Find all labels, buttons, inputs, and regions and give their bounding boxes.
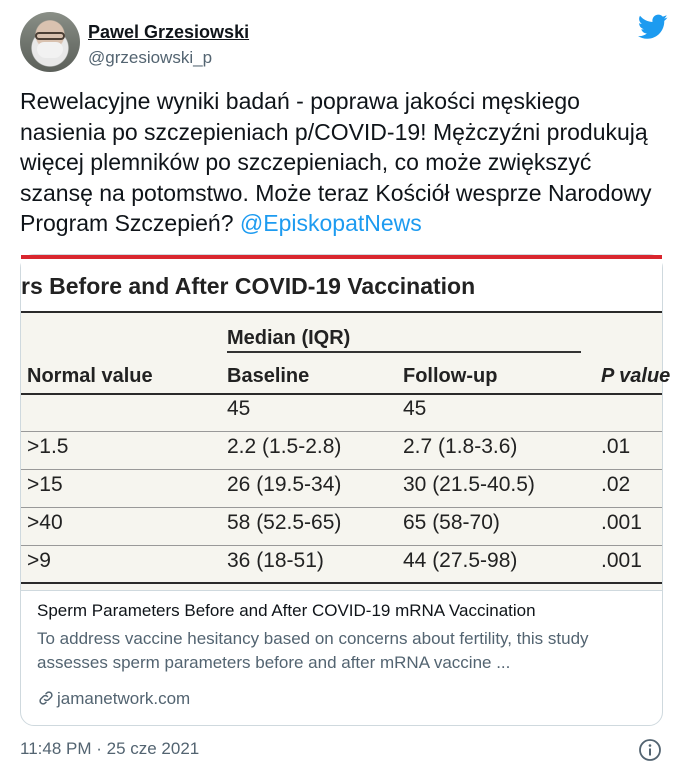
tweet-timestamp[interactable]: 11:48 PM · 25 cze 2021 [20,739,200,758]
cell-followup: 44 (27.5-98) [403,549,518,572]
table-row [21,393,662,430]
user-name[interactable]: Pawel Grzesiowski [88,22,250,42]
card-description: To address vaccine hesitancy based on concerns about fertility, this study assesses sperm parameters before and after mRNA vaccine ... [37,629,589,672]
avatar-mask [37,42,63,58]
cell-followup: 65 (58-70) [403,511,500,534]
cell-normal: >9 [27,549,51,572]
tweet-body: Rewelacyjne wyniki badań - poprawa jakości męskiego nasienia po szczepieniach p/COVID-19! Mężczyźni produkują więcej plemników po szczepieniach, co może zwiększyć szansę na potomstwo. Może teraz Kościół wesprze Narodowy Program Szczepień? [20,88,652,236]
header-median-iqr: Median (IQR) [227,327,351,349]
table-row [21,507,662,544]
cell-baseline: 2.2 (1.5-2.8) [227,435,342,458]
cell-p: .02 [601,473,631,496]
tweet-header [20,12,670,74]
header-normal-value: Normal value [27,365,153,387]
cell-followup: 30 (21.5-40.5) [403,473,535,496]
cell-normal: >40 [27,511,63,534]
cell-p: .01 [601,435,631,458]
header-p-value-label: P value [601,365,671,387]
link-card[interactable] [20,254,671,726]
median-rule [227,351,581,353]
cell-baseline: 45 [227,397,251,420]
card-meta[interactable] [37,601,647,708]
table-row [21,545,662,582]
card-image[interactable] [21,255,671,591]
figure-title-strip [21,259,662,313]
cell-normal: >1.5 [27,435,69,458]
table-row [21,431,662,468]
cell-followup: 2.7 (1.8-3.6) [403,435,518,458]
card-title[interactable]: Sperm Parameters Before and After COVID-19 mRNA Vaccination [37,601,536,620]
cell-baseline: 36 (18-51) [227,549,324,572]
table-bottom-rule [21,582,662,584]
link-icon [37,689,55,707]
mention-link[interactable]: @EpiskopatNews [239,210,422,236]
twitter-bird-icon[interactable] [638,14,668,40]
card-domain[interactable] [37,689,190,709]
user-handle[interactable]: @grzesiowski_p [88,48,213,67]
header-baseline: Baseline [227,365,310,387]
avatar[interactable] [20,12,80,72]
header-follow-up: Follow-up [403,365,498,387]
tweet-text [20,86,665,239]
cell-normal: >15 [27,473,63,496]
info-icon[interactable] [638,738,662,762]
avatar-glasses [35,32,65,40]
table-row [21,469,662,506]
header-p-value [601,365,670,388]
card-domain-text: jamanetwork.com [57,689,191,708]
cell-p: .001 [601,511,642,534]
cell-p: .001 [601,549,642,572]
cell-followup: 45 [403,397,427,420]
figure-title: rs Before and After COVID-19 Vaccination [21,273,476,299]
cell-baseline: 58 (52.5-65) [227,511,342,534]
cell-baseline: 26 (19.5-34) [227,473,342,496]
